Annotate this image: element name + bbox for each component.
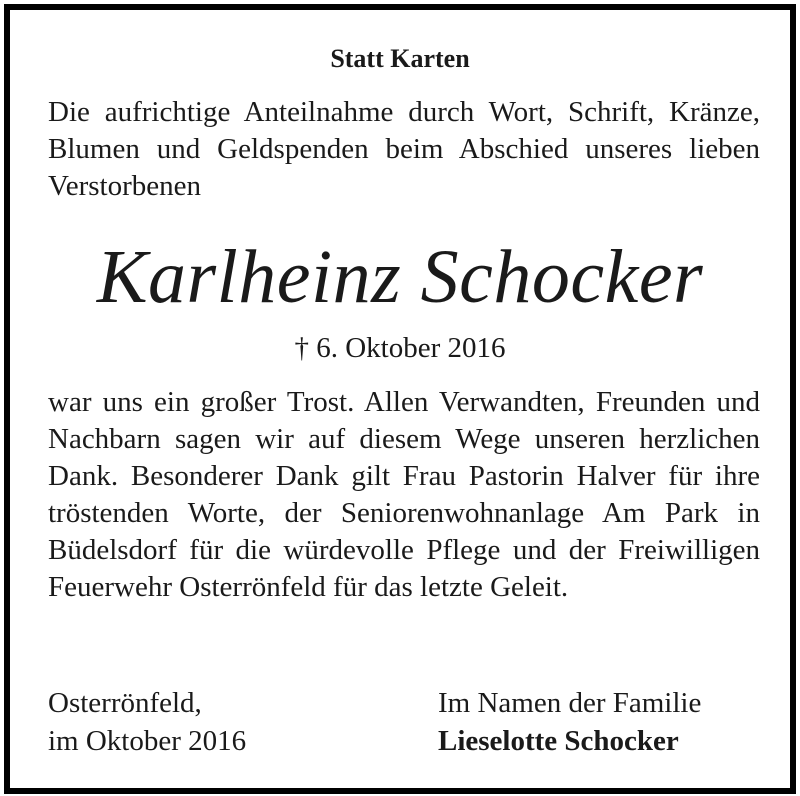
signature-block xyxy=(438,684,701,760)
family-line: Im Namen der Familie xyxy=(438,687,702,719)
death-date: † 6. Oktober 2016 xyxy=(294,332,506,364)
intro-paragraph: Die aufrichtige Anteilnahme durch Wort, Schrift, Kränze, Blumen und Geldspenden beim Abschied unseres lieben Verstorbenen xyxy=(48,96,760,202)
deceased-name: Karlheinz Schocker xyxy=(96,235,704,319)
date-line: im Oktober 2016 xyxy=(48,725,247,757)
thanks-paragraph: war uns ein großer Trost. Allen Verwandten, Freunden und Nachbarn sagen wir auf diesem Wege unseren herzlichen Dank. Besonderer Dank gilt Frau Pastorin Halver für ihre tröstenden Worte, der Seniorenwohnanlage Am Park in Büdelsdorf für die würdevolle Pflege und der Freiwilligen Feuerwehr Osterrönfeld für das letzte Geleit. xyxy=(48,386,760,603)
place-and-date xyxy=(48,684,246,760)
signer-name: Lieselotte Schocker xyxy=(438,725,679,757)
obituary-notice xyxy=(4,4,796,794)
place: Osterrönfeld, xyxy=(48,687,202,719)
notice-heading: Statt Karten xyxy=(330,44,470,73)
